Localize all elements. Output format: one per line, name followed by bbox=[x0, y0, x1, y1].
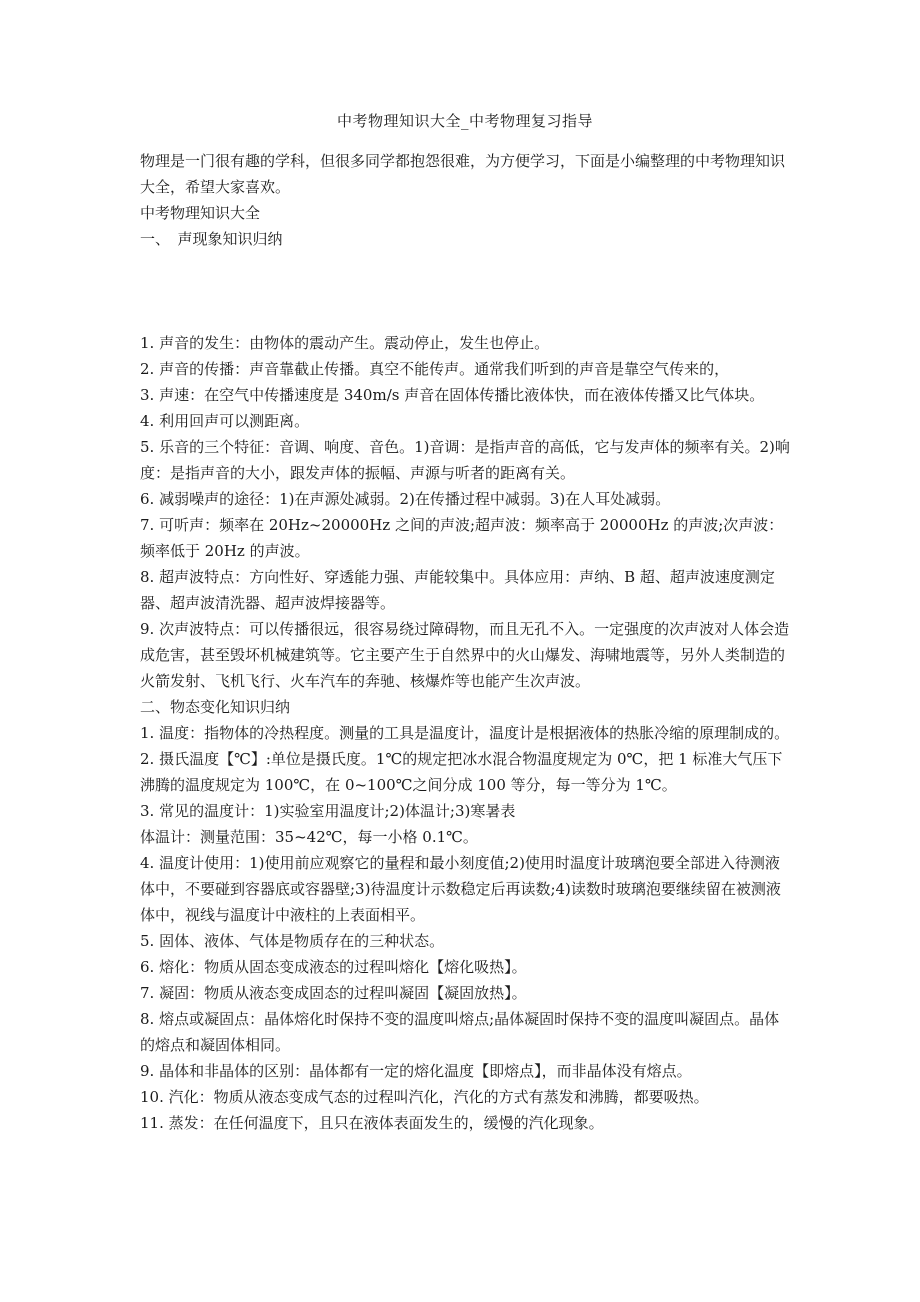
document-title: 中考物理知识大全_中考物理复习指导 bbox=[336, 112, 593, 130]
list-item: 2. 声音的传播：声音靠截止传播。真空不能传声。通常我们听到的声音是靠空气传来的， bbox=[140, 360, 730, 378]
list-item: 2. 摄氏温度【℃】:单位是摄氏度。1℃的规定把冰水混合物温度规定为 0℃，把 1 标准大气压下沸腾的温度规定为 100℃，在 0~100℃之间分成 100 等分，每一等分为 1℃。 bbox=[140, 750, 783, 794]
list-item: 7. 可听声：频率在 20Hz~20000Hz 之间的声波;超声波：频率高于 20000Hz 的声波;次声波：频率低于 20Hz 的声波。 bbox=[140, 516, 784, 560]
list-item: 10. 汽化：物质从液态变成气态的过程叫汽化，汽化的方式有蒸发和沸腾，都要吸热。 bbox=[140, 1088, 709, 1106]
list-item: 6. 熔化：物质从固态变成液态的过程叫熔化【熔化吸热】。 bbox=[140, 958, 527, 976]
intro-paragraph: 物理是一门很有趣的学科，但很多同学都抱怨很难，为方便学习，下面是小编整理的中考物理知识大全，希望大家喜欢。 bbox=[140, 152, 786, 196]
list-item: 9. 次声波特点：可以传播很远，很容易绕过障碍物，而且无孔不入。一定强度的次声波对人体会造成危害，甚至毁坏机械建筑等。它主要产生于自然界中的火山爆发、海啸地震等，另外人类制造的火箭发射、飞机飞行、火车汽车的奔驰、核爆炸等也能产生次声波。 bbox=[140, 620, 790, 690]
list-item: 4. 温度计使用：1)使用前应观察它的量程和最小刻度值;2)使用时温度计玻璃泡要全部进入待测液体中，不要碰到容器底或容器壁;3)待温度计示数稳定后再读数;4)读数时玻璃泡要继续留在被测液体中，视线与温度计中液柱的上表面相平。 bbox=[140, 854, 781, 924]
list-item: 1. 声音的发生：由物体的震动产生。震动停止，发生也停止。 bbox=[140, 334, 550, 352]
list-item: 1. 温度：指物体的冷热程度。测量的工具是温度计，温度计是根据液体的热胀冷缩的原理制成的。 bbox=[140, 724, 790, 742]
section-heading-sound: 一、 声现象知识归纳 bbox=[140, 230, 283, 248]
document-subtitle: 中考物理知识大全 bbox=[140, 204, 261, 222]
list-item: 7. 凝固：物质从液态变成固态的过程叫凝固【凝固放热】。 bbox=[140, 984, 527, 1002]
list-item: 3. 声速：在空气中传播速度是 340m/s 声音在固体传播比液体快，而在液体传播又比气体块。 bbox=[140, 386, 765, 404]
blank-space bbox=[140, 252, 790, 330]
list-item: 3. 常见的温度计：1)实验室用温度计;2)体温计;3)寒暑表 bbox=[140, 802, 516, 820]
list-item: 4. 利用回声可以测距离。 bbox=[140, 412, 310, 430]
list-item: 5. 固体、液体、气体是物质存在的三种状态。 bbox=[140, 932, 445, 950]
list-item: 6. 减弱噪声的途径：1)在声源处减弱。2)在传播过程中减弱。3)在人耳处减弱。 bbox=[140, 490, 671, 508]
list-item: 5. 乐音的三个特征：音调、响度、音色。1)音调：是指声音的高低，它与发声体的频率有关。2)响度：是指声音的大小，跟发声体的振幅、声源与听者的距离有关。 bbox=[140, 438, 790, 482]
list-item: 11. 蒸发：在任何温度下，且只在液体表面发生的，缓慢的汽化现象。 bbox=[140, 1114, 604, 1132]
document-page bbox=[140, 108, 790, 1136]
list-item: 体温计：测量范围：35~42℃，每一小格 0.1℃。 bbox=[140, 828, 478, 846]
section-heading-states-of-matter: 二、物态变化知识归纳 bbox=[140, 698, 291, 716]
list-item: 8. 熔点或凝固点：晶体熔化时保持不变的温度叫熔点;晶体凝固时保持不变的温度叫凝固点。晶体的熔点和凝固体相同。 bbox=[140, 1010, 780, 1054]
list-item: 9. 晶体和非晶体的区别：晶体都有一定的熔化温度【即熔点】，而非晶体没有熔点。 bbox=[140, 1062, 692, 1080]
list-item: 8. 超声波特点：方向性好、穿透能力强、声能较集中。具体应用：声纳、B 超、超声波速度测定器、超声波清洗器、超声波焊接器等。 bbox=[140, 568, 775, 612]
